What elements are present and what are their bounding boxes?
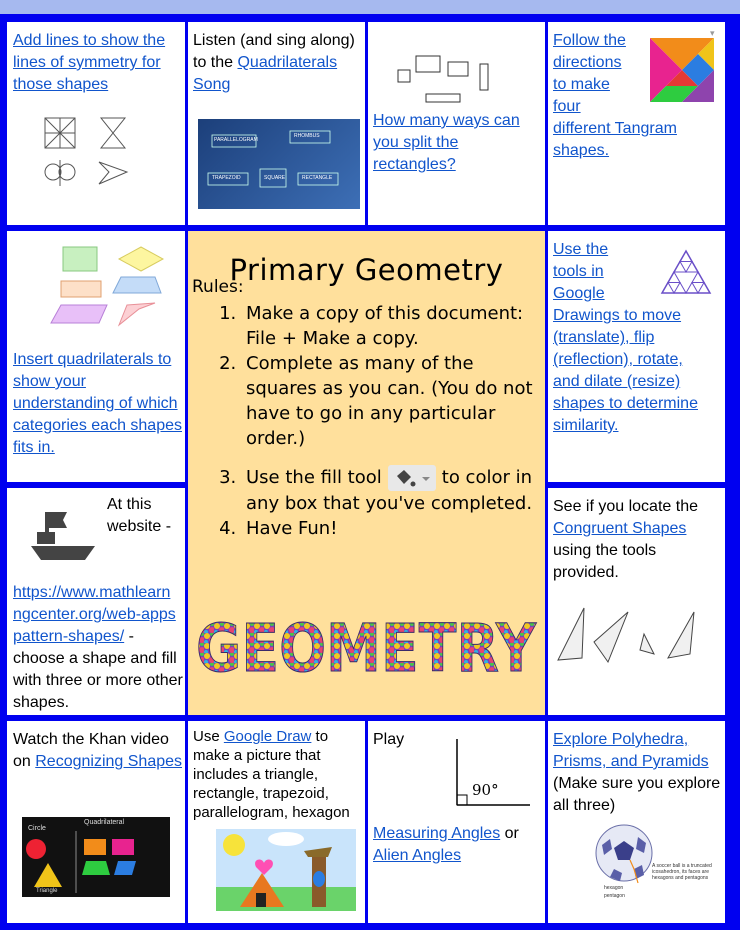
google-draw-link[interactable]: Google Draw [223,728,312,745]
thumb-label-rhombus: RHOMBUS [294,133,320,139]
rules-label: Rules: [192,277,244,297]
cell-primary-geometry-rules [188,231,545,715]
symmetry-shapes-image [39,114,139,194]
choice-board [0,14,740,930]
rule-1: 1. Make a copy of this document: File + Make a copy. [242,301,542,351]
congruent-text-b: using the tools provided. [553,542,657,581]
thumb-label-trapezoid: TRAPEZOID [212,175,241,181]
triangles-image [556,606,706,666]
geometry-word-art [194,610,539,687]
rule-3: 3. Use the fill tool to color in any box that you've completed. [242,465,542,516]
alien-angles-link[interactable]: Alien Angles [373,847,462,864]
polyhedra-pentagon-label: pentagon [604,893,625,899]
rectangles-image [396,52,506,112]
fill-tool-button[interactable] [388,465,436,491]
song-text: Listen (and sing along) to the [193,32,355,71]
pattern-shapes-logo [31,508,95,560]
khan-video-thumbnail[interactable] [22,817,170,897]
svg-text:GEOMETRY: GEOMETRY [196,610,538,687]
symmetry-link[interactable]: Add lines to show the lines of symmetry for those shapes [13,32,166,93]
right-angle-image [452,739,532,811]
soccer-ball-image [594,823,654,883]
measuring-angles-link[interactable]: Measuring Angles [373,825,501,842]
pattern-text-1: At this [107,496,152,513]
khan-text: Watch the Khan video on [13,731,169,770]
cell-google-draw [188,721,365,923]
quadrilaterals-image [43,245,163,335]
page-title: Primary Geometry [229,253,504,287]
cell-tangram [548,22,725,225]
pattern-text-tail: - choose a shape and fill with three or more other shapes. [13,628,183,711]
recognizing-shapes-link[interactable]: Recognizing Shapes [35,753,183,770]
polyhedra-text: (Make sure you explore all three) [553,775,721,814]
cell-angles [368,721,545,923]
tangram-link[interactable]: Follow the directions to make four different Tangram shapes. [553,32,677,159]
rule-4: 4. Have Fun! [242,516,542,541]
thumb-label-circle: Circle [28,825,46,832]
draw-text-b: to make a picture that includes a triangle, rectangle, trapezoid, parallelogram, hexagon [193,728,350,821]
sierpinski-triangle-image [660,249,712,295]
transformations-link[interactable]: Use the tools in Google Drawings to move (translate), flip (reflection), rotate, and dilate (resize) shapes to determine similarity. [553,241,698,434]
polyhedra-caption: A soccer ball is a truncated icosahedron, its faces are hexagons and pentagons [652,863,712,881]
insert-quadrilaterals-link[interactable]: Insert quadrilaterals to show your understanding of which categories each shapes fits in. [13,351,182,456]
angle-label: 90° [472,781,499,799]
cell-transformations [548,231,725,482]
drawing-example-image [216,829,356,911]
pattern-text-2: website - [107,518,172,535]
rule-2: 2. Complete as many of the squares as you can. (You do not have to go in any particular order.) [242,351,542,451]
cell-insert-quadrilaterals [7,231,185,482]
cell-polyhedra [548,721,725,923]
pattern-shapes-link[interactable]: https://www.mathlearn ngcenter.org/web-apps pattern-shapes/ [13,584,176,645]
cell-quadrilaterals-song [188,22,365,225]
polyhedra-hexagon-label: hexagon [604,885,624,891]
rules-list [188,301,542,541]
song-video-thumbnail[interactable] [198,119,360,209]
thumb-label-quadrilateral: Quadrilateral [84,819,125,826]
cell-symmetry [7,22,185,225]
split-rectangles-link[interactable]: How many ways can you split the rectangles? [373,112,520,173]
polyhedra-link[interactable]: Explore Polyhedra, Prisms, and Pyramids [553,731,709,770]
cell-khan-video [7,721,185,923]
chevron-down-icon[interactable]: ▾ [710,28,715,38]
thumb-label-triangle: Triangle [36,888,58,894]
quadrilaterals-song-link[interactable]: Quadrilaterals Song [193,54,338,93]
thumb-label-square: SQUARE [264,175,286,181]
congruent-shapes-link[interactable]: Congruent Shapes [553,520,687,537]
thumb-label-rectangle: RECTANGLE [302,175,333,181]
cell-split-rectangles [368,22,545,225]
tangram-image [650,38,714,102]
draw-text-a: Use [193,728,224,745]
cell-congruent-shapes [548,488,725,715]
cell-pattern-shapes [7,488,185,715]
thumb-label-parallelogram: PARALLELOGRAM [214,137,258,143]
angles-or-text: or [500,825,519,842]
congruent-text-a: See if you locate the [553,498,698,515]
angles-text: Play [373,731,405,748]
